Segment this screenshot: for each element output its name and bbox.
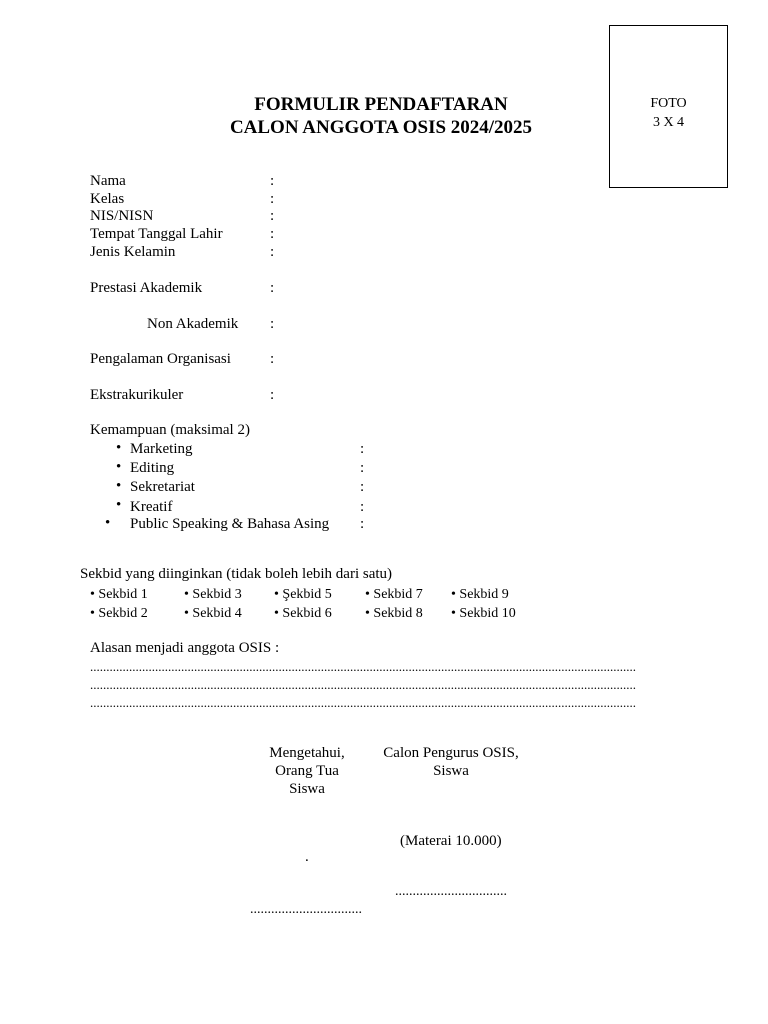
field-organization-label: Pengalaman Organisasi — [90, 351, 231, 367]
field-extracurricular-label: Ekstrakurikuler — [90, 387, 184, 403]
field-extracurricular-colon: : — [270, 387, 275, 403]
ability-marketing-label: Marketing — [130, 441, 193, 457]
sekbid-option: • Sekbid 8 — [365, 606, 423, 621]
bullet-icon: • — [90, 606, 95, 621]
sekbid-option: • Sekbid 3 — [184, 587, 242, 602]
sekbid-option: • Sekbid 1 — [90, 587, 148, 602]
bullet-icon: • — [274, 606, 279, 621]
parent-signature-role2: Siswa — [289, 781, 325, 797]
field-gender-label: Jenis Kelamin — [90, 244, 176, 260]
field-nis-colon: : — [270, 208, 275, 224]
photo-label: FOTO — [650, 96, 687, 111]
parent-signature-heading: Mengetahui, — [269, 745, 345, 761]
bullet-icon: • — [451, 606, 456, 621]
bullet-icon: • — [116, 440, 122, 456]
field-name-colon: : — [270, 173, 275, 189]
reason-line-2: ........................................................................................................................................................................ — [90, 677, 636, 692]
reason-label: Alasan menjadi anggota OSIS : — [90, 640, 280, 656]
bullet-icon: • — [365, 587, 370, 602]
sekbid-option: • Sekbid 7 — [365, 587, 423, 602]
field-name-label: Nama — [90, 173, 126, 189]
sekbid-option: • Sekbid 9 — [451, 587, 509, 602]
bullet-icon: • — [274, 587, 279, 602]
ability-editing-label: Editing — [130, 460, 175, 476]
field-organization-colon: : — [270, 351, 275, 367]
form-title-line1: FORMULIR PENDAFTARAN — [254, 94, 508, 115]
reason-line-3: ........................................................................................................................................................................ — [90, 695, 636, 710]
sekbid-option: • Sekbid 4 — [184, 606, 242, 621]
bullet-icon: • — [90, 587, 95, 602]
materai-note: (Materai 10.000) — [400, 833, 502, 849]
reason-line-1: ........................................................................................................................................................................ — [90, 659, 636, 674]
bullet-icon: • — [365, 606, 370, 621]
bullet-icon: • — [116, 497, 122, 513]
ability-secretariat-label: Sekretariat — [130, 479, 195, 495]
field-academic-label: Prestasi Akademik — [90, 280, 203, 296]
sekbid-option: • Şekbid 5 — [274, 587, 332, 602]
ability-public-speaking-colon: : — [360, 516, 365, 532]
ability-creative-label: Kreatif — [130, 499, 173, 515]
abilities-heading: Kemampuan (maksimal 2) — [90, 422, 250, 438]
ability-creative-colon: : — [360, 499, 365, 515]
field-class-colon: : — [270, 191, 275, 207]
parent-signature-line: ................................ — [250, 902, 362, 917]
sekbid-heading: Sekbid yang diinginkan (tidak boleh lebih dari satu) — [80, 566, 393, 582]
dot-mark: . — [305, 849, 309, 865]
sekbid-option: • Sekbid 6 — [274, 606, 332, 621]
field-nonacademic-label: Non Akademik — [147, 316, 239, 332]
field-birth-colon: : — [270, 226, 275, 242]
form-title-line2: CALON ANGGOTA OSIS 2024/2025 — [229, 117, 533, 138]
bullet-icon: • — [116, 478, 122, 494]
ability-public-speaking-label: Public Speaking & Bahasa Asing — [130, 516, 330, 532]
field-class-label: Kelas — [90, 191, 125, 207]
sekbid-option: • Sekbid 10 — [451, 606, 516, 621]
photo-size: 3 X 4 — [652, 115, 685, 130]
parent-signature-role: Orang Tua — [275, 763, 339, 779]
sekbid-option: • Sekbid 2 — [90, 606, 148, 621]
bullet-icon: • — [184, 606, 189, 621]
field-gender-colon: : — [270, 244, 275, 260]
bullet-icon: • — [451, 587, 456, 602]
ability-editing-colon: : — [360, 460, 365, 476]
student-signature-role: Siswa — [433, 763, 469, 779]
ability-marketing-colon: : — [360, 441, 365, 457]
student-signature-heading: Calon Pengurus OSIS, — [383, 745, 519, 761]
student-signature-line: ................................ — [395, 884, 507, 899]
field-birth-label: Tempat Tanggal Lahir — [90, 226, 223, 242]
ability-secretariat-colon: : — [360, 479, 365, 495]
field-academic-colon: : — [270, 280, 275, 296]
field-nis-label: NIS/NISN — [90, 208, 154, 224]
photo-placeholder — [609, 25, 728, 188]
bullet-icon: • — [116, 459, 122, 475]
bullet-icon: • — [184, 587, 189, 602]
bullet-icon: • — [105, 515, 111, 531]
field-nonacademic-colon: : — [270, 316, 275, 332]
